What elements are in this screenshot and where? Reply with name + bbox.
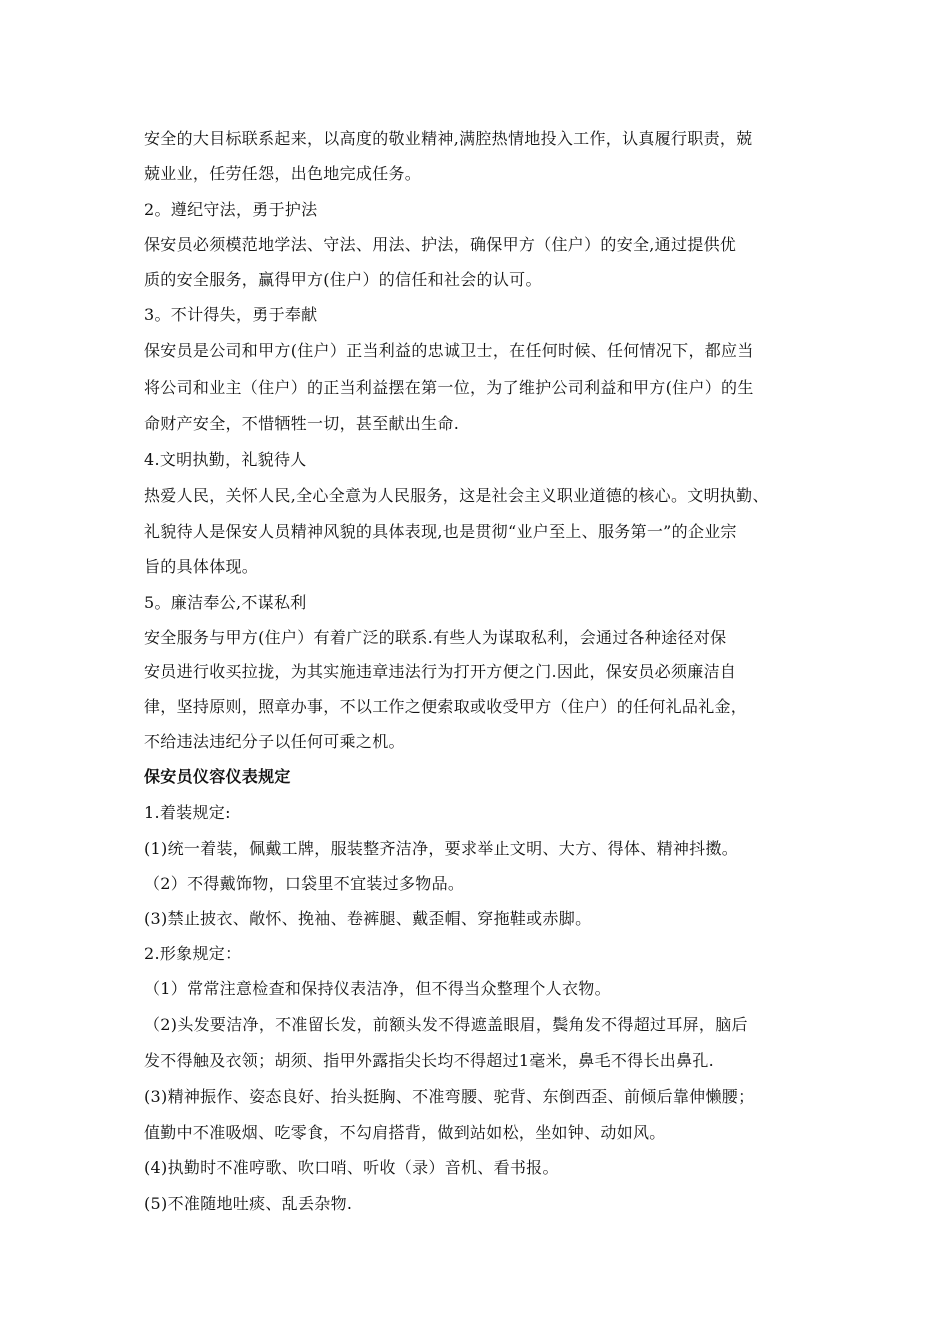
section-heading: 1.着装规定:: [144, 803, 231, 822]
list-item: (5)不准随地吐痰、乱丢杂物.: [144, 1194, 353, 1213]
paragraph-line: 保安员是公司和甲方(住户）正当利益的忠诚卫士，在任何时候、任何情况下，都应当: [144, 341, 754, 360]
list-item: （1）常常注意检查和保持仪表洁净，但不得当众整理个人衣物。: [144, 979, 611, 998]
list-item: 值勤中不准吸烟、吃零食，不勾肩搭背，做到站如松，坐如钟、动如风。: [144, 1123, 666, 1142]
paragraph-line: 保安员必须模范地学法、守法、用法、护法，确保甲方（住户）的安全,通过提供优: [144, 235, 737, 254]
paragraph-line: 命财产安全，不惜牺牲一切，甚至献出生命.: [144, 414, 460, 433]
list-item: 发不得触及衣领；胡须、指甲外露指尖长均不得超过1毫米，鼻毛不得长出鼻孔.: [144, 1051, 715, 1070]
paragraph-line: 安全服务与甲方(住户）有着广泛的联系.有些人为谋取私利，会通过各种途径对保: [144, 628, 727, 647]
paragraph-line: 不给违法违纪分子以任何可乘之机。: [144, 732, 405, 751]
paragraph-line: 热爱人民，关怀人民,全心全意为人民服务，这是社会主义职业道德的核心。文明执勤、: [144, 486, 769, 505]
section-heading: 2.形象规定：: [144, 944, 242, 963]
list-item: （2)头发要洁净，不准留长发，前额头发不得遮盖眼眉，鬓角发不得超过耳屏，脑后: [144, 1015, 748, 1034]
bold-heading: 保安员仪容仪表规定: [144, 767, 291, 786]
section-heading: 5。廉洁奉公,不谋私利: [144, 593, 307, 612]
list-item: (1)统一着装，佩戴工牌，服装整齐洁净，要求举止文明、大方、得体、精神抖擞。: [144, 839, 739, 858]
section-heading: 4.文明执勤，礼貌待人: [144, 450, 307, 469]
list-item: （2）不得戴饰物，口袋里不宜装过多物品。: [144, 874, 465, 893]
paragraph-line: 律，坚持原则，照章办事，不以工作之便索取或收受甲方（住户）的任何礼品礼金，: [144, 697, 748, 716]
paragraph-line: 安全的大目标联系起来，以高度的敬业精神,满腔热情地投入工作，认真履行职责，兢: [144, 129, 753, 148]
paragraph-line: 兢业业，任劳任怨，出色地完成任务。: [144, 164, 422, 183]
list-item: (4)执勤时不准哼歌、吹口哨、听收（录）音机、看书报。: [144, 1158, 559, 1177]
section-heading: 2。遵纪守法，勇于护法: [144, 200, 318, 219]
paragraph-line: 安员进行收买拉拢，为其实施违章违法行为打开方便之门.因此，保安员必须廉洁自: [144, 662, 737, 681]
paragraph-line: 质的安全服务，赢得甲方(住户）的信任和社会的认可。: [144, 270, 542, 289]
paragraph-line: 旨的具体体现。: [144, 557, 259, 576]
list-item: (3)禁止披衣、敞怀、挽袖、卷裤腿、戴歪帽、穿拖鞋或赤脚。: [144, 909, 592, 928]
list-item: (3)精神振作、姿态良好、抬头挺胸、不准弯腰、驼背、东倒西歪、前倾后靠伸懒腰；: [144, 1087, 755, 1106]
paragraph-line: 将公司和业主（住户）的正当利益摆在第一位，为了维护公司利益和甲方(住户）的生: [144, 378, 754, 397]
section-heading: 3。不计得失，勇于奉献: [144, 305, 318, 324]
paragraph-line: 礼貌待人是保安人员精神风貌的具体表现,也是贯彻“业户至上、服务第一”的企业宗: [144, 522, 737, 541]
